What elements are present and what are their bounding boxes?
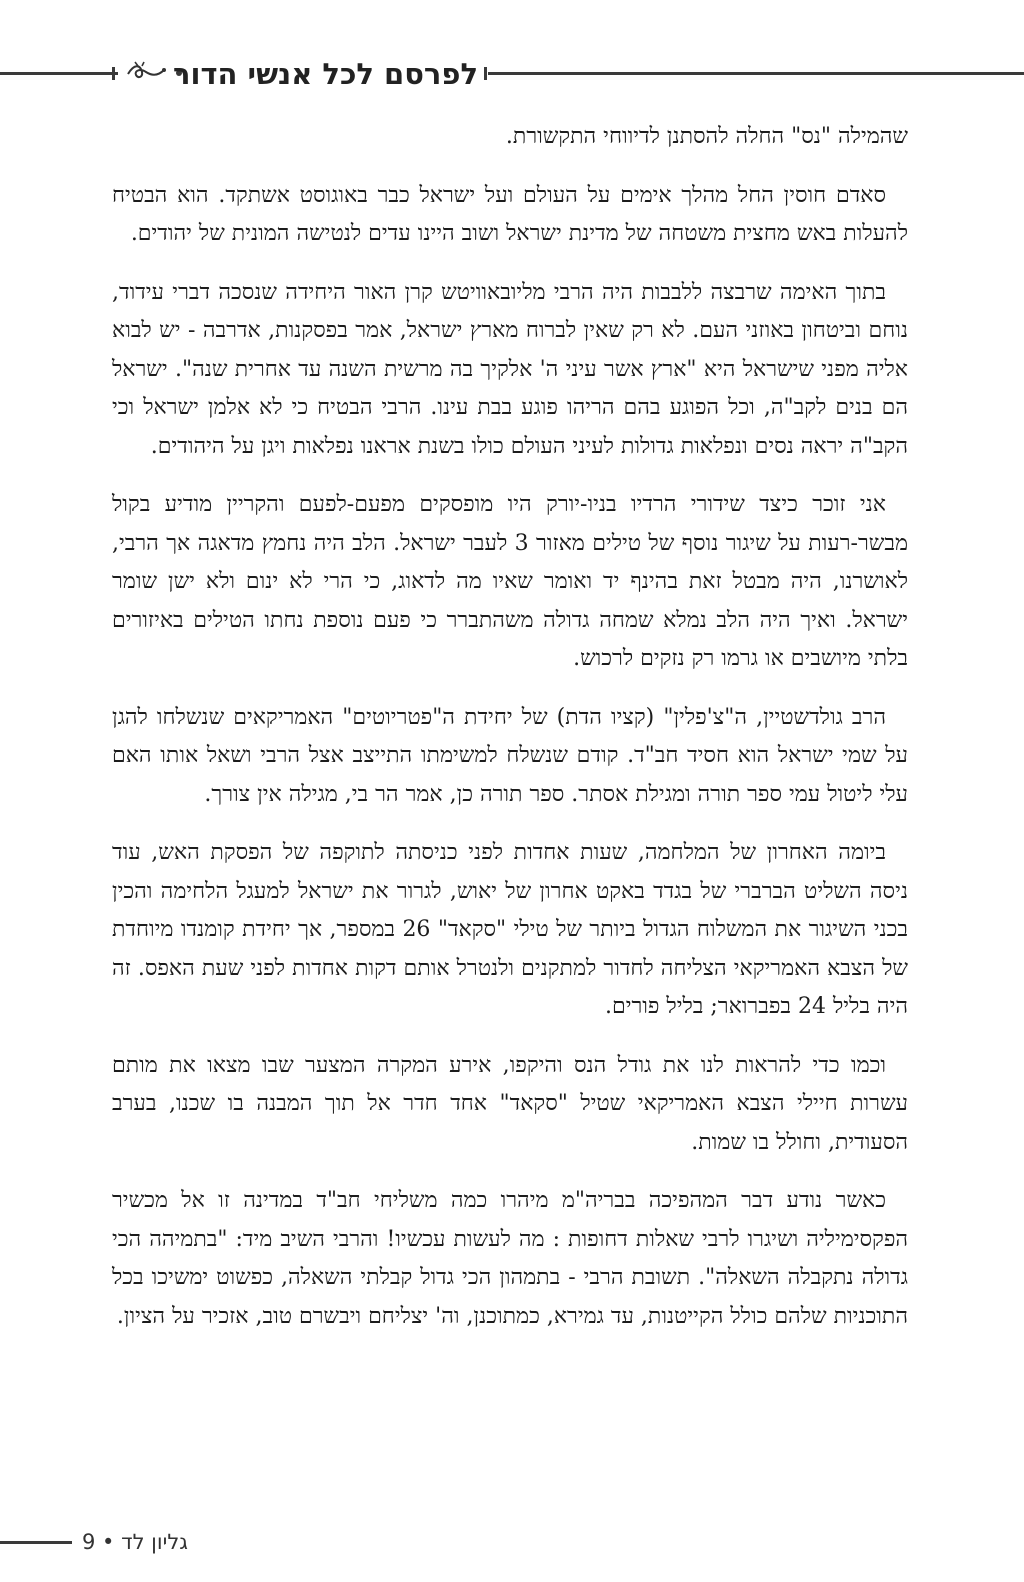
header-rule-left xyxy=(0,72,118,75)
header-rule-end-tick xyxy=(112,67,115,80)
paragraph: ביומה האחרון של המלחמה, שעות אחדות לפני כניסתה לתוקפה של הפסקת האש, עוד ניסה השליט הברברי של בגדד באקט אחרון של יאוש, לגרור את ישראל למעגל הלחימה והכין בכני השיגור את המשלוח הגדול ביותר של טילי "סקאד" 26 במספר, אך יחידת קומנדו מיוחדת של הצבא האמריקאי הצליחה לחדור למתקנים ולנטרל אותם דקות אחדות לפני שעת האפס. זה היה בליל 24 בפברואר; בליל פורים. xyxy=(112,840,908,1019)
page-footer xyxy=(0,1522,300,1562)
page-number-label: גליון לד • 9 xyxy=(82,1530,188,1554)
running-header xyxy=(0,52,1024,96)
running-header-title: לפרסם לכל אנשי הדור xyxy=(173,57,478,91)
paragraph: שהמילה "נס" החלה להסתנן לדיווחי התקשורת. xyxy=(505,124,908,149)
header-rule-right xyxy=(488,72,1024,75)
paragraph: בתוך האימה שרבצה ללבבות היה הרבי מליובאוויטש קרן האור היחידה שנסכה דברי עידוד, נוחם וביטחון באוזני העם. לא רק שאין לברוח מארץ ישראל, אמר בפסקנות, אדרבה - יש לבוא אליה מפני שישראל היא "ארץ אשר עיני ה' אלקיך בה מרשית השנה עד אחרית שנה". ישראל הם בנים לקב"ה, וכל הפוגע בהם הריהו פוגע בבת עינו. הרבי הבטיח כי לא אלמן ישראל וכי הקב"ה יראה נסים ונפלאות גדולות לעיני העולם כולו בשנת אראנו נפלאות ויגן על היהודים. xyxy=(112,279,908,459)
header-rule-start-tick xyxy=(484,67,487,80)
paragraph: וכמו כדי להראות לנו את גודל הנס והיקפו, אירע המקרה המצער שבו מצאו את מותם עשרות חיילי הצבא האמריקאי שטיל "סקאד" אחד חדר אל תוך המבנה בו שכנו, בערב הסעודית, וחולל בו שמות. xyxy=(112,1052,908,1155)
paragraph: אני זוכר כיצד שידורי הרדיו בניו-יורק היו מופסקים מפעם-לפעם והקריין מודיע בקול מבשר-רעות על שיגור נוסף של טילים מאזור 3 לעבר ישראל. הלב היה נחמץ מדאגה אך הרבי, לאושרנו, היה מבטל זאת בהינף יד ואומר שאיו מה לדאוג, כי הרי לא ינום ולא ישן שומר ישראל. ואיך היה הלב נמלא שמחה גדולה משהתברר כי פעם נוספת נחתו הטילים באיזורים בלתי מיושבים או גרמו רק נזקים לרכוש. xyxy=(112,492,909,671)
paragraph: הרב גולדשטיין, ה"צ'פלין" (קציו הדת) של יחידת ה"פטריוטים" האמריקאים שנשלחו להגן על שמי ישראל הוא חסיד חב"ד. קודם שנשלח למשימתו התייצב אצל הרבי ושאל אותו האם עלי ליטול עמי ספר תורה ומגילת אסתר. ספר תורה כן, אמר הר בי, מגילה אין צורך. xyxy=(112,704,908,807)
footer-rule xyxy=(0,1541,72,1544)
flourish-icon xyxy=(124,60,168,86)
article-body xyxy=(112,118,908,1356)
paragraph: כאשר נודע דבר המהפיכה בבריה"מ מיהרו כמה משליחי חב"ד במדינה זו אל מכשיר הפקסימיליה ושיגרו לרבי שאלות דחופות : מה לעשות עכשיו! והרבי השיב מיד: "בתמיהה הכי גדולה נתקבלה השאלה". תשובת הרבי - בתמהון הכי גדול קבלתי השאלה, כפשוט ימשיכו בכל התוכניות שלהם כולל הקייטנות, עד גמירא, כמתוכנן, וה' יצליחם ויבשרם טוב, אזכיר על הציון. xyxy=(112,1188,908,1329)
paragraph: סאדם חוסין החל מהלך אימים על העולם ועל ישראל כבר באוגוסט אשתקד. הוא הבטיח להעלות באש מחצית משטחה של מדינת ישראל ושוב היינו עדים לנטישה המונית של יהודים. xyxy=(112,182,908,246)
